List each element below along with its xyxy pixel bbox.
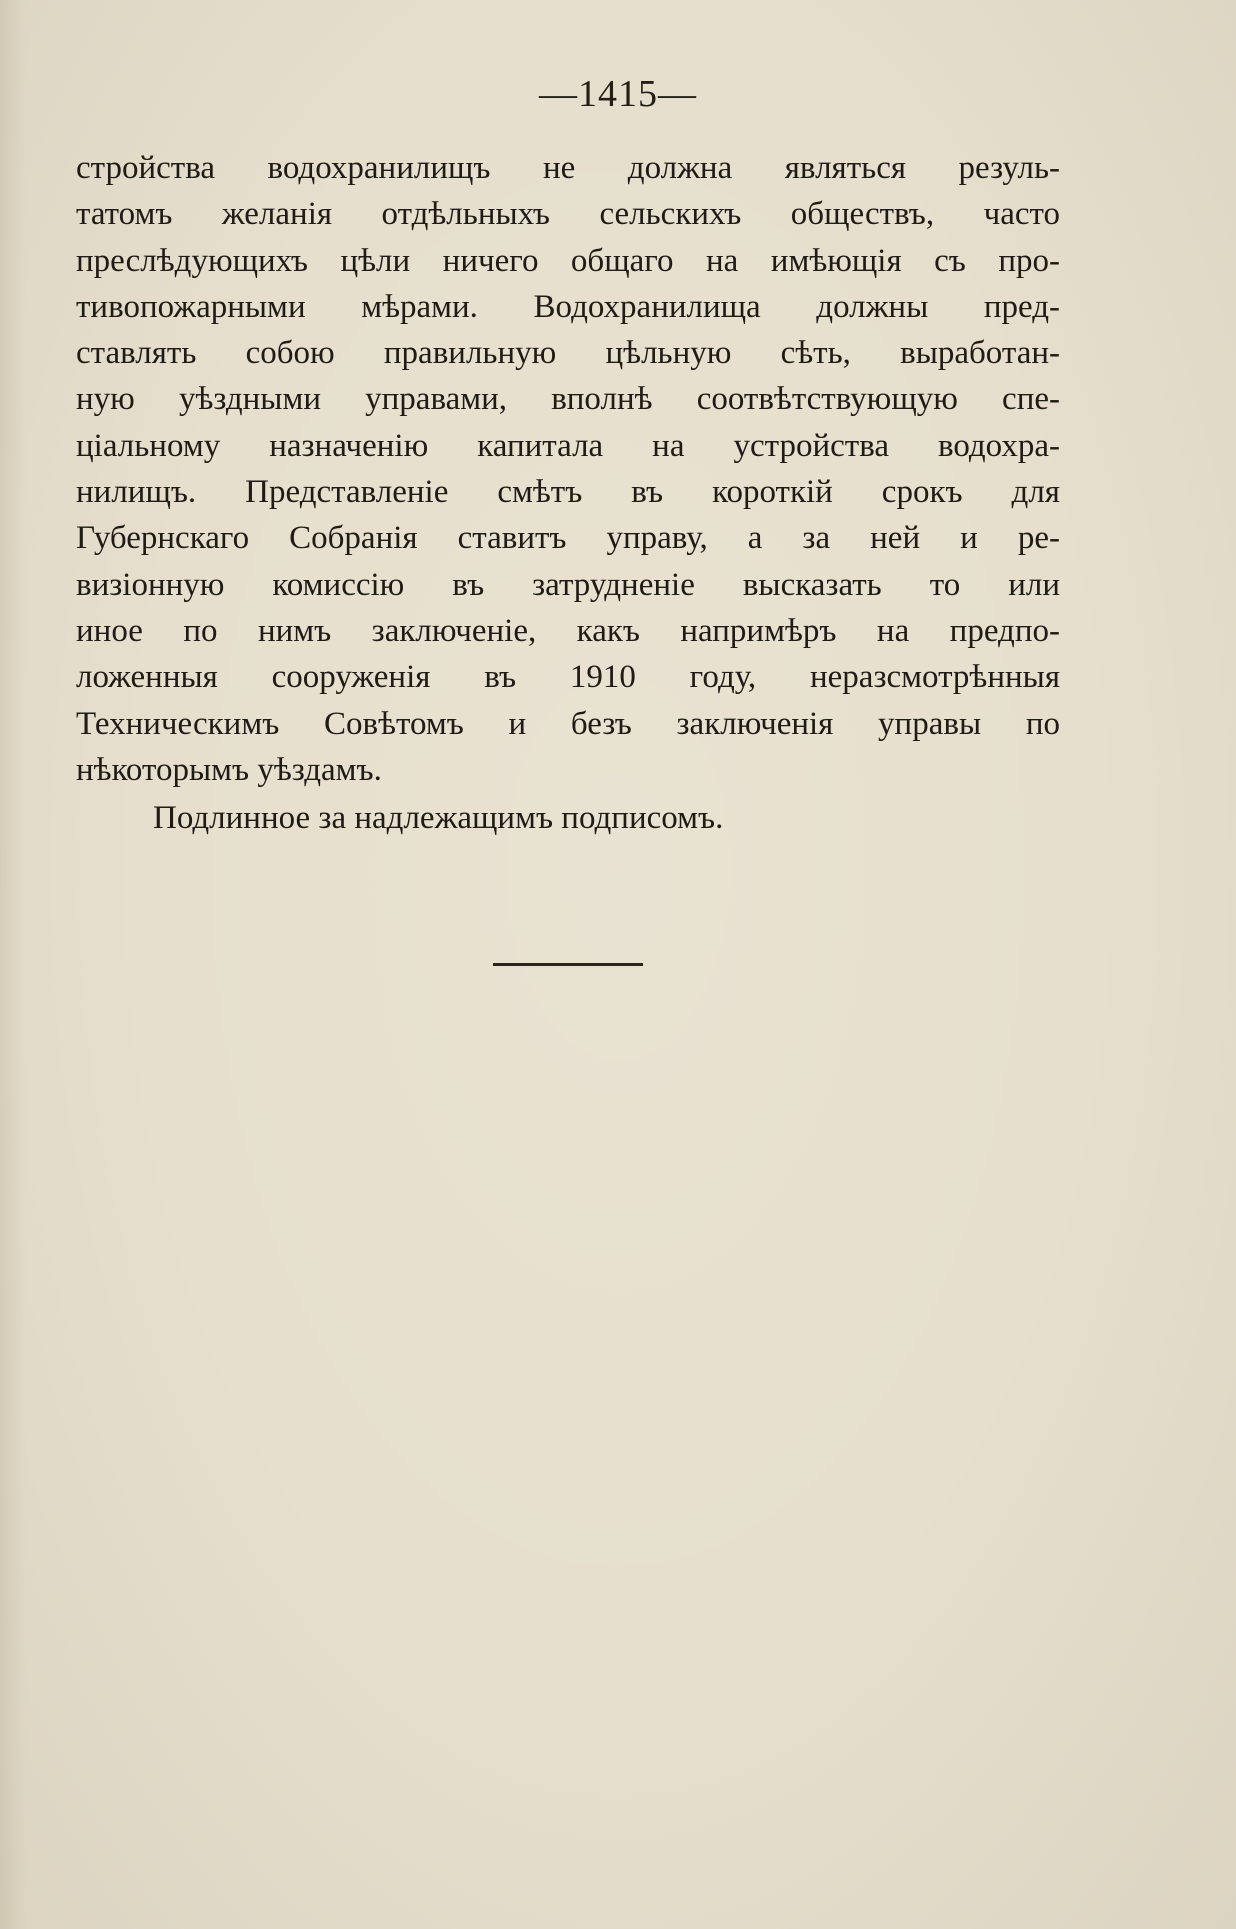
paragraph-line: Техническимъ Совѣтомъ и безъ заключенія управы по xyxy=(76,705,1060,742)
paragraph-line: ложенныя сооруженія въ 1910 году, неразсмотрѣнныя xyxy=(76,659,1060,696)
paragraph-line: стройства водохранилищъ не должна являться резуль- xyxy=(76,150,1060,186)
paragraph-line: ную уѣздными управами, вполнѣ соотвѣтствующую спе- xyxy=(76,381,1060,418)
paragraph-line: визіонную комиссію въ затрудненіе высказать то или xyxy=(76,566,1060,603)
paragraph-line: иное по нимъ заключеніе, какъ напримѣръ на предпо- xyxy=(76,612,1060,649)
closing-line: Подлинное за надлежащимъ подписомъ. xyxy=(153,800,724,836)
paragraph-line: преслѣдующихъ цѣли ничего общаго на имѣющія съ про- xyxy=(76,242,1060,279)
main-paragraph xyxy=(76,145,1060,793)
paragraph-line: татомъ желанія отдѣльныхъ сельскихъ обществъ, часто xyxy=(76,196,1060,233)
paragraph-line: нѣкоторымъ уѣздамъ. xyxy=(76,751,382,788)
page-number: —1415— xyxy=(539,73,697,115)
paragraph-line: ціальному назначенію капитала на устройства водохра- xyxy=(76,427,1060,464)
paragraph-line: нилищъ. Представленіе смѣтъ въ короткій срокъ для xyxy=(76,474,1060,511)
paragraph-line: Губернскаго Собранія ставитъ управу, а за ней и ре- xyxy=(76,520,1060,557)
paragraph-line: тивопожарными мѣрами. Водохранилища должны пред- xyxy=(76,288,1060,325)
section-divider xyxy=(493,963,643,966)
paragraph-line: ставлять собою правильную цѣльную сѣть, выработан- xyxy=(76,335,1060,372)
page-edge-shadow xyxy=(0,0,26,1929)
